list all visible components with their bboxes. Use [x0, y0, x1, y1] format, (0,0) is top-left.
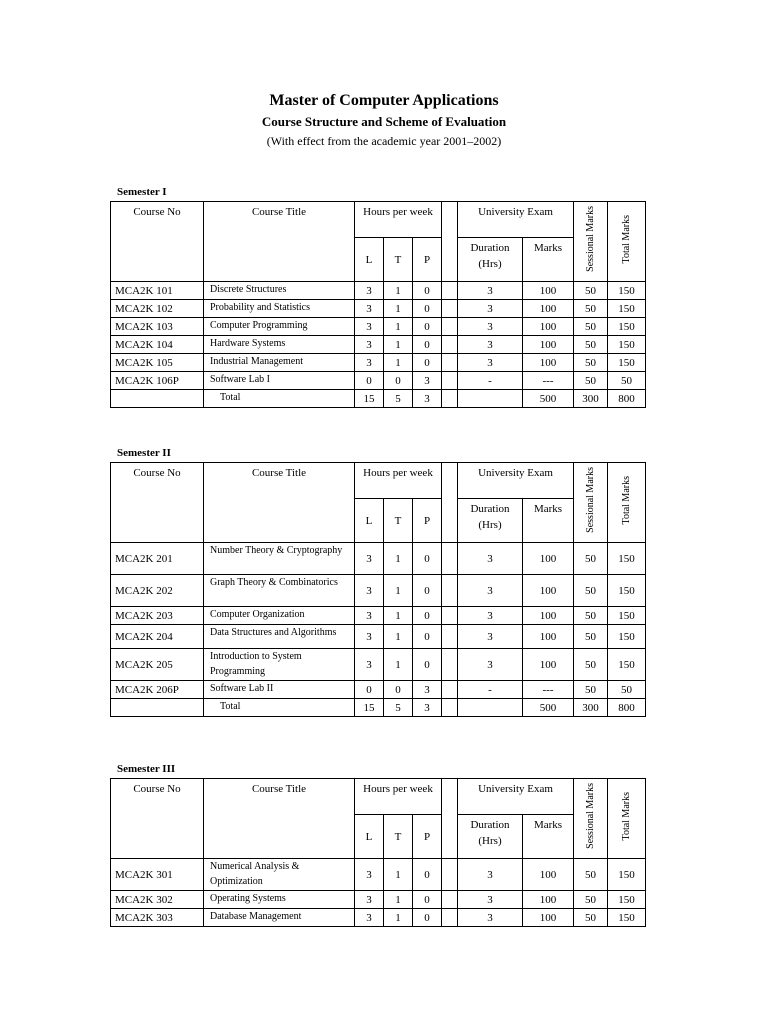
hours-t: 1	[384, 575, 413, 607]
hours-p: 3	[413, 681, 442, 699]
spacer-cell	[442, 625, 458, 649]
hours-t: 0	[384, 681, 413, 699]
header-p: P	[413, 238, 442, 282]
header-l: L	[355, 815, 384, 859]
hours-t: 1	[384, 300, 413, 318]
header-sessional-marks	[574, 463, 608, 543]
total-marks-label: Total Marks	[620, 214, 632, 264]
course-no: MCA2K 302	[111, 891, 204, 909]
spacer-cell	[442, 859, 458, 891]
hours-l: 0	[355, 681, 384, 699]
spacer-cell	[442, 300, 458, 318]
sessional-marks: 50	[574, 282, 608, 300]
course-title: Probability and Statistics	[204, 300, 355, 318]
hours-p: 0	[413, 649, 442, 681]
total-hours-l: 15	[355, 390, 384, 408]
total-empty-cell	[111, 390, 204, 408]
exam-duration: 3	[458, 300, 523, 318]
course-row	[111, 575, 646, 607]
hours-l: 3	[355, 649, 384, 681]
course-row	[111, 909, 646, 927]
hours-p: 0	[413, 859, 442, 891]
sessional-marks: 50	[574, 649, 608, 681]
total-total-marks: 800	[608, 699, 646, 717]
hours-p: 0	[413, 575, 442, 607]
course-row	[111, 354, 646, 372]
course-no: MCA2K 205	[111, 649, 204, 681]
exam-duration: 3	[458, 859, 523, 891]
document-subtitle: Course Structure and Scheme of Evaluation	[261, 114, 507, 129]
header-course-no: Course No	[111, 463, 204, 543]
effective-note: (With effect from the academic year 2001–2002)	[266, 134, 502, 148]
total-hours-l: 15	[355, 699, 384, 717]
total-duration	[458, 390, 523, 408]
course-row	[111, 318, 646, 336]
hours-t: 1	[384, 625, 413, 649]
total-hours-t: 5	[384, 390, 413, 408]
exam-marks: 100	[523, 891, 574, 909]
spacer-cell	[442, 543, 458, 575]
hours-t: 1	[384, 543, 413, 575]
header-duration: Duration (Hrs)	[458, 499, 523, 543]
hours-t: 1	[384, 909, 413, 927]
sessional-marks: 50	[574, 372, 608, 390]
hours-p: 0	[413, 300, 442, 318]
course-row	[111, 607, 646, 625]
total-row	[111, 390, 646, 408]
hours-l: 3	[355, 607, 384, 625]
header-hours-per-week: Hours per week	[355, 202, 442, 238]
header-hours-per-week: Hours per week	[355, 463, 442, 499]
hours-l: 3	[355, 543, 384, 575]
hours-t: 1	[384, 336, 413, 354]
exam-duration: 3	[458, 575, 523, 607]
hours-l: 3	[355, 282, 384, 300]
semester-label: Semester I	[117, 186, 167, 198]
hours-t: 0	[384, 372, 413, 390]
header-t: T	[384, 499, 413, 543]
exam-duration: 3	[458, 649, 523, 681]
sessional-marks: 50	[574, 859, 608, 891]
hours-l: 3	[355, 300, 384, 318]
total-marks: 150	[608, 336, 646, 354]
header-l: L	[355, 499, 384, 543]
sessional-marks: 50	[574, 543, 608, 575]
document-title: Master of Computer Applications	[269, 92, 499, 109]
header-course-no: Course No	[111, 202, 204, 282]
hours-l: 3	[355, 354, 384, 372]
hours-l: 3	[355, 859, 384, 891]
total-hours-p: 3	[413, 699, 442, 717]
header-university-exam: University Exam	[458, 779, 574, 815]
exam-duration: -	[458, 372, 523, 390]
total-marks: 150	[608, 354, 646, 372]
header-p: P	[413, 499, 442, 543]
header-marks: Marks	[523, 238, 574, 282]
exam-marks: 100	[523, 859, 574, 891]
hours-t: 1	[384, 318, 413, 336]
exam-marks: 100	[523, 318, 574, 336]
exam-marks: ---	[523, 372, 574, 390]
course-no: MCA2K 201	[111, 543, 204, 575]
semester-label: Semester III	[117, 763, 176, 775]
course-no: MCA2K 301	[111, 859, 204, 891]
spacer-cell	[442, 282, 458, 300]
total-hours-p: 3	[413, 390, 442, 408]
exam-marks: 100	[523, 607, 574, 625]
course-row	[111, 681, 646, 699]
total-hours-t: 5	[384, 699, 413, 717]
total-marks: 50	[608, 372, 646, 390]
course-row	[111, 625, 646, 649]
spacer-cell	[442, 575, 458, 607]
total-duration	[458, 699, 523, 717]
header-course-title: Course Title	[204, 779, 355, 859]
course-row	[111, 649, 646, 681]
total-marks-label: Total Marks	[620, 791, 632, 841]
exam-duration: 3	[458, 543, 523, 575]
sessional-marks-label: Sessional Marks	[584, 467, 596, 533]
exam-marks: 100	[523, 300, 574, 318]
hours-l: 3	[355, 318, 384, 336]
total-label: Total	[204, 699, 355, 717]
header-course-no: Course No	[111, 779, 204, 859]
course-row	[111, 282, 646, 300]
total-marks: 150	[608, 318, 646, 336]
header-total-marks	[608, 463, 646, 543]
spacer-cell	[442, 649, 458, 681]
hours-t: 1	[384, 649, 413, 681]
total-marks: 150	[608, 282, 646, 300]
spacer-cell	[442, 318, 458, 336]
exam-duration: 3	[458, 607, 523, 625]
course-title: Operating Systems	[204, 891, 355, 909]
total-total-marks: 800	[608, 390, 646, 408]
exam-marks: 100	[523, 909, 574, 927]
hours-l: 3	[355, 891, 384, 909]
header-spacer	[442, 202, 458, 282]
course-title: Graph Theory & Combinatorics	[204, 575, 355, 607]
total-marks: 150	[608, 607, 646, 625]
course-row	[111, 300, 646, 318]
hours-t: 1	[384, 607, 413, 625]
hours-l: 3	[355, 909, 384, 927]
header-marks: Marks	[523, 815, 574, 859]
sessional-marks: 50	[574, 607, 608, 625]
semester-label: Semester II	[117, 447, 171, 459]
total-marks: 50	[608, 681, 646, 699]
header-t: T	[384, 815, 413, 859]
total-exam-marks: 500	[523, 699, 574, 717]
exam-duration: 3	[458, 354, 523, 372]
exam-marks: 100	[523, 282, 574, 300]
course-no: MCA2K 102	[111, 300, 204, 318]
course-row	[111, 891, 646, 909]
exam-marks: 100	[523, 649, 574, 681]
course-title: Computer Programming	[204, 318, 355, 336]
spacer-cell	[442, 699, 458, 717]
total-marks: 150	[608, 859, 646, 891]
semester-table	[110, 778, 646, 927]
spacer-cell	[442, 354, 458, 372]
hours-p: 0	[413, 282, 442, 300]
spacer-cell	[442, 607, 458, 625]
total-marks: 150	[608, 625, 646, 649]
course-title: Data Structures and Algorithms	[204, 625, 355, 649]
header-t: T	[384, 238, 413, 282]
exam-marks: 100	[523, 543, 574, 575]
header-hours-per-week: Hours per week	[355, 779, 442, 815]
total-exam-marks: 500	[523, 390, 574, 408]
total-marks-label: Total Marks	[620, 475, 632, 525]
course-no: MCA2K 105	[111, 354, 204, 372]
sessional-marks: 50	[574, 575, 608, 607]
total-marks: 150	[608, 909, 646, 927]
spacer-cell	[442, 372, 458, 390]
hours-p: 0	[413, 318, 442, 336]
sessional-marks-label: Sessional Marks	[584, 206, 596, 272]
exam-duration: 3	[458, 282, 523, 300]
exam-marks: ---	[523, 681, 574, 699]
course-row	[111, 859, 646, 891]
course-row	[111, 372, 646, 390]
sessional-marks: 50	[574, 318, 608, 336]
semester-table	[110, 462, 646, 717]
total-sessional-marks: 300	[574, 390, 608, 408]
header-university-exam: University Exam	[458, 202, 574, 238]
spacer-cell	[442, 891, 458, 909]
course-title: Number Theory & Cryptography	[204, 543, 355, 575]
course-title: Software Lab I	[204, 372, 355, 390]
spacer-cell	[442, 681, 458, 699]
hours-l: 3	[355, 575, 384, 607]
course-no: MCA2K 203	[111, 607, 204, 625]
course-row	[111, 336, 646, 354]
exam-duration: 3	[458, 625, 523, 649]
total-sessional-marks: 300	[574, 699, 608, 717]
sessional-marks: 50	[574, 336, 608, 354]
course-title: Discrete Structures	[204, 282, 355, 300]
total-empty-cell	[111, 699, 204, 717]
total-row	[111, 699, 646, 717]
hours-l: 3	[355, 625, 384, 649]
hours-p: 0	[413, 909, 442, 927]
hours-t: 1	[384, 891, 413, 909]
sessional-marks: 50	[574, 891, 608, 909]
hours-p: 0	[413, 336, 442, 354]
course-title: Industrial Management	[204, 354, 355, 372]
hours-t: 1	[384, 282, 413, 300]
header-p: P	[413, 815, 442, 859]
spacer-cell	[442, 909, 458, 927]
course-title: Numerical Analysis & Optimization	[204, 859, 355, 891]
exam-marks: 100	[523, 354, 574, 372]
course-no: MCA2K 202	[111, 575, 204, 607]
header-l: L	[355, 238, 384, 282]
sessional-marks: 50	[574, 681, 608, 699]
header-course-title: Course Title	[204, 463, 355, 543]
sessional-marks: 50	[574, 909, 608, 927]
total-marks: 150	[608, 575, 646, 607]
spacer-cell	[442, 390, 458, 408]
header-total-marks	[608, 202, 646, 282]
sessional-marks: 50	[574, 354, 608, 372]
course-title: Database Management	[204, 909, 355, 927]
header-university-exam: University Exam	[458, 463, 574, 499]
course-title: Software Lab II	[204, 681, 355, 699]
exam-duration: 3	[458, 336, 523, 354]
semester-table	[110, 201, 646, 408]
exam-marks: 100	[523, 625, 574, 649]
header-total-marks	[608, 779, 646, 859]
exam-duration: 3	[458, 909, 523, 927]
total-marks: 150	[608, 649, 646, 681]
hours-t: 1	[384, 859, 413, 891]
course-title: Computer Organization	[204, 607, 355, 625]
course-no: MCA2K 204	[111, 625, 204, 649]
course-no: MCA2K 206P	[111, 681, 204, 699]
hours-p: 3	[413, 372, 442, 390]
hours-p: 0	[413, 625, 442, 649]
hours-p: 0	[413, 891, 442, 909]
hours-p: 0	[413, 607, 442, 625]
sessional-marks: 50	[574, 625, 608, 649]
exam-duration: 3	[458, 891, 523, 909]
course-no: MCA2K 101	[111, 282, 204, 300]
hours-p: 0	[413, 543, 442, 575]
course-title: Introduction to System Programming	[204, 649, 355, 681]
header-sessional-marks	[574, 779, 608, 859]
header-spacer	[442, 779, 458, 859]
total-label: Total	[204, 390, 355, 408]
course-row	[111, 543, 646, 575]
header-sessional-marks	[574, 202, 608, 282]
total-marks: 150	[608, 543, 646, 575]
exam-marks: 100	[523, 336, 574, 354]
course-no: MCA2K 106P	[111, 372, 204, 390]
exam-duration: 3	[458, 318, 523, 336]
hours-t: 1	[384, 354, 413, 372]
header-duration: Duration (Hrs)	[458, 815, 523, 859]
spacer-cell	[442, 336, 458, 354]
header-marks: Marks	[523, 499, 574, 543]
total-marks: 150	[608, 891, 646, 909]
sessional-marks-label: Sessional Marks	[584, 783, 596, 849]
hours-l: 3	[355, 336, 384, 354]
hours-p: 0	[413, 354, 442, 372]
course-no: MCA2K 103	[111, 318, 204, 336]
exam-marks: 100	[523, 575, 574, 607]
sessional-marks: 50	[574, 300, 608, 318]
hours-l: 0	[355, 372, 384, 390]
header-spacer	[442, 463, 458, 543]
course-title: Hardware Systems	[204, 336, 355, 354]
header-course-title: Course Title	[204, 202, 355, 282]
course-no: MCA2K 104	[111, 336, 204, 354]
total-marks: 150	[608, 300, 646, 318]
header-duration: Duration (Hrs)	[458, 238, 523, 282]
course-no: MCA2K 303	[111, 909, 204, 927]
exam-duration: -	[458, 681, 523, 699]
